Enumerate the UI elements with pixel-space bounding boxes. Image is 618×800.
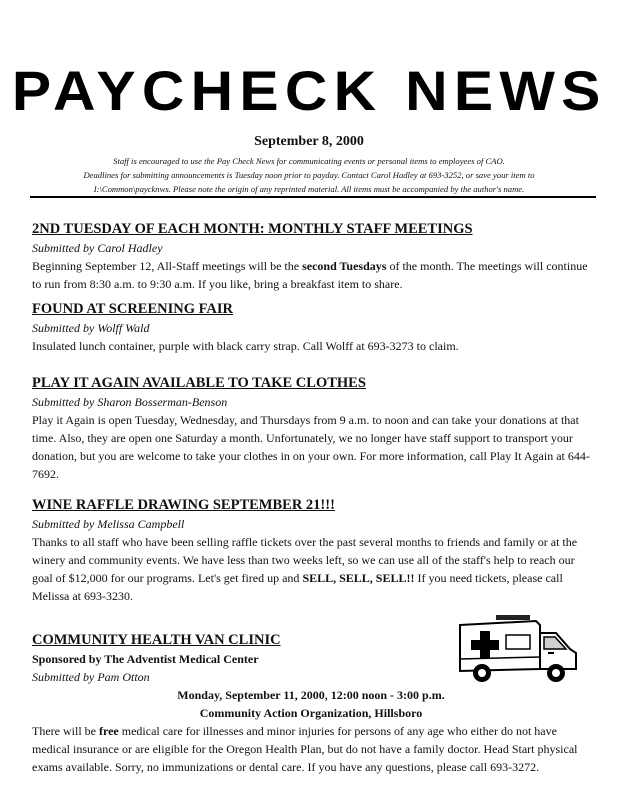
article-staff-meetings (32, 219, 590, 293)
article-byline: Submitted by Sharon Bosserman-Benson (32, 395, 228, 409)
article-wine-raffle (32, 495, 590, 605)
article-title: PLAY IT AGAIN AVAILABLE TO TAKE CLOTHES (32, 375, 366, 391)
article-title: WINE RAFFLE DRAWING SEPTEMBER 21!!! (32, 497, 335, 513)
event-location: Community Action Organization, Hillsboro (199, 706, 423, 720)
article-body: Play it Again is open Tuesday, Wednesday, and Thursdays from 9 a.m. to noon and can take your donations at that time. Also, they are open one Saturday a month. Unfortunately, we no longer have staff support to transport your donation, but you are welcome to take your clothes in on your own. For more information, call Play It Again at 644-7692. (32, 413, 590, 481)
intro-line: Staff is encouraged to use the Pay Check News for communicating events or personal items to employees of CAO. (113, 156, 505, 166)
article-body: There will be free medical care for illnesses and minor injuries for persons of any age who either do not have medical insurance or are eligible for the Oregon Health Plan, but do not have a family doctor. Head Start physical exams available. Sorry, no immunizations or dental care. If you have any questions, please call 693-3272. (32, 724, 578, 774)
article-title: 2ND TUESDAY OF EACH MONTH: MONTHLY STAFF MEETINGS (32, 221, 473, 237)
article-byline: Submitted by Carol Hadley (32, 241, 163, 255)
event-datetime: Monday, September 11, 2000, 12:00 noon - 3:00 p.m. (177, 688, 445, 702)
article-play-it-again (32, 373, 590, 483)
article-title: FOUND AT SCREENING FAIR (32, 301, 234, 317)
article-body: Thanks to all staff who have been selling raffle tickets over the past several months to friends and family or at the winery and community events. We have less than two weeks left, so we can use all of the staff's help to reach our goal of $12,000 for our programs. Let's get fired up and SELL, SELL, SELL!! If you need tickets, please call Melissa at 693-3230. (32, 535, 578, 603)
intro-line: I:\Common\paycknws. Please note the origin of any reprinted material. All items must be accompanied by the author's name. (93, 184, 525, 194)
article-found-item (32, 299, 590, 355)
article-title: COMMUNITY HEALTH VAN CLINIC (32, 632, 281, 648)
article-byline: Submitted by Pam Otton (32, 670, 150, 684)
newsletter-title: PAYCHECK NEWS (11, 59, 607, 122)
ambulance-icon (456, 613, 580, 685)
issue-date: September 8, 2000 (254, 134, 364, 149)
article-body: Insulated lunch container, purple with black carry strap. Call Wolff at 693-3273 to claim. (32, 339, 459, 353)
header-divider (30, 196, 596, 198)
article-sponsor: Sponsored by The Adventist Medical Center (32, 652, 259, 666)
article-body: Beginning September 12, All-Staff meetings will be the second Tuesdays of the month. The meetings will continue to run from 8:30 a.m. to 9:30 a.m. If you like, bring a breakfast item to share. (32, 259, 588, 291)
intro-line: Deadlines for submitting announcements is Tuesday noon prior to payday. Contact Carol Hadley at 693-3252, or save your item to (83, 170, 535, 180)
article-byline: Submitted by Melissa Campbell (32, 517, 185, 531)
article-byline: Submitted by Wolff Wald (32, 321, 150, 335)
masthead (0, 56, 618, 126)
intro-notice (22, 154, 596, 196)
